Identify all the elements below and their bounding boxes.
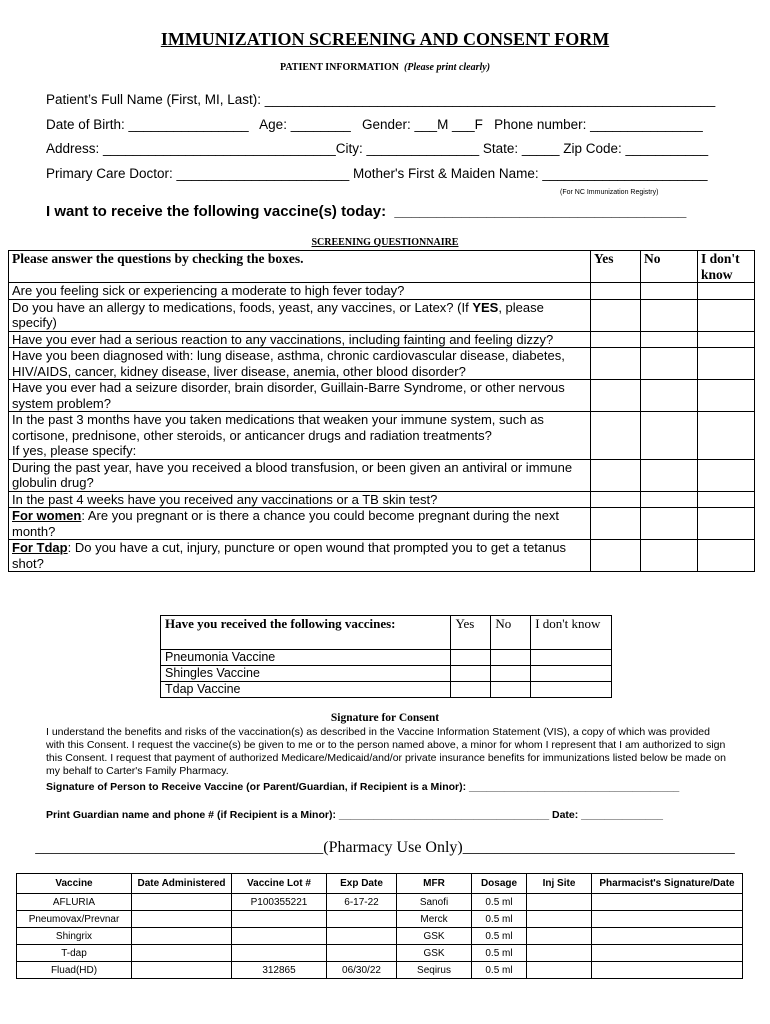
question-row xyxy=(9,331,755,348)
yes-checkbox[interactable] xyxy=(451,666,491,682)
pharm-cell: Pneumovax/Prevnar xyxy=(17,911,132,928)
pharm-cell[interactable] xyxy=(527,945,592,962)
received-vaccine-name: Tdap Vaccine xyxy=(161,682,451,698)
question-row xyxy=(9,299,755,331)
yes-checkbox[interactable] xyxy=(451,682,491,698)
received-col-yes: Yes xyxy=(451,616,491,650)
table-row xyxy=(17,911,743,928)
dont-know-checkbox[interactable] xyxy=(531,650,612,666)
question-text-part: , please specify) xyxy=(12,299,544,330)
pharm-cell xyxy=(327,945,397,962)
received-vaccine-name: Pneumonia Vaccine xyxy=(161,650,451,666)
question-text: Are you feeling sick or experiencing a moderate to high fever today? xyxy=(9,283,591,300)
pharm-cell: 0.5 ml xyxy=(472,911,527,928)
yes-checkbox[interactable] xyxy=(591,380,641,412)
dont-know-checkbox[interactable] xyxy=(698,299,755,331)
pharm-cell[interactable] xyxy=(592,911,743,928)
pharm-cell: GSK xyxy=(397,928,472,945)
dont-know-checkbox[interactable] xyxy=(531,682,612,698)
received-col-no: No xyxy=(491,616,531,650)
question-row xyxy=(9,540,755,572)
no-checkbox[interactable] xyxy=(641,412,698,460)
dont-know-checkbox[interactable] xyxy=(698,412,755,460)
pharm-col-inj-site: Inj Site xyxy=(527,874,592,894)
pharm-cell: Seqirus xyxy=(397,962,472,979)
question-row xyxy=(9,380,755,412)
pharmacy-use-heading: ____________________________________(Pharmacy Use Only)__________________________________ xyxy=(35,839,735,856)
question-text-part: Do you have an allergy to medications, foods, yeast, any vaccines, or Latex? (If xyxy=(12,299,473,315)
dont-know-checkbox[interactable] xyxy=(698,331,755,348)
col-dont-know: I don't know xyxy=(698,251,755,283)
pharm-cell xyxy=(232,911,327,928)
question-row xyxy=(9,412,755,460)
dont-know-checkbox[interactable] xyxy=(698,283,755,300)
question-text xyxy=(9,540,591,572)
pharm-cell: Fluad(HD) xyxy=(17,962,132,979)
consent-text: I understand the benefits and risks of the vaccination(s) as described in the Vaccine Information Statement (VIS), a copy of which was provided with this Consent. I request the vaccine(s) be given to me or to the person named above, a minor for whom I represent that I am authorized to sign this Consent. I request that payment of authorized Medicare/Medicaid/and/or private insurance benefits for immunizations listed below be made on my behalf to Carter's Family Pharmacy. xyxy=(46,726,726,777)
pharm-cell: 0.5 ml xyxy=(472,894,527,911)
yes-checkbox[interactable] xyxy=(591,491,641,508)
received-row xyxy=(161,666,612,682)
pharm-cell: P100355221 xyxy=(232,894,327,911)
question-text: In the past 4 weeks have you received any vaccinations or a TB skin test? xyxy=(9,491,591,508)
dont-know-checkbox[interactable] xyxy=(698,459,755,491)
received-row xyxy=(161,682,612,698)
pharmacy-table xyxy=(16,873,743,979)
question-lead: For women xyxy=(12,508,82,523)
table-row xyxy=(17,894,743,911)
question-text: Have you ever had a seizure disorder, brain disorder, Guillain-Barre Syndrome, or other nervous system problem? xyxy=(9,380,591,412)
question-text: Have you ever had a serious reaction to any vaccinations, including fainting and feeling dizzy? xyxy=(9,331,591,348)
no-checkbox[interactable] xyxy=(491,650,531,666)
question-row xyxy=(9,459,755,491)
yes-checkbox[interactable] xyxy=(591,459,641,491)
pharm-cell[interactable] xyxy=(132,928,232,945)
pharm-cell[interactable] xyxy=(592,894,743,911)
no-checkbox[interactable] xyxy=(641,491,698,508)
yes-checkbox[interactable] xyxy=(591,283,641,300)
signature-field[interactable]: Signature of Person to Receive Vaccine (or Parent/Guardian, if Recipient is a Minor): ____________________________________ xyxy=(46,781,680,793)
pharm-cell: Shingrix xyxy=(17,928,132,945)
screening-heading: SCREENING QUESTIONNAIRE xyxy=(311,237,459,248)
question-text-part: : Are you pregnant or is there a chance you could become pregnant during the next month? xyxy=(12,508,560,539)
print-clearly-note: (Please print clearly) xyxy=(403,62,491,73)
question-text xyxy=(9,508,591,540)
no-checkbox[interactable] xyxy=(641,299,698,331)
received-row xyxy=(161,650,612,666)
table-row xyxy=(17,962,743,979)
question-specify[interactable]: If yes, please specify: xyxy=(12,443,137,458)
pharm-cell: T-dap xyxy=(17,945,132,962)
yes-checkbox[interactable] xyxy=(451,650,491,666)
col-no: No xyxy=(641,251,698,283)
patient-name-field[interactable]: Patient’s Full Name (First, MI, Last): ____________________________________________________________ xyxy=(46,92,716,107)
doctor-mother-name-field[interactable]: Primary Care Doctor: _______________________ Mother's First & Maiden Name: ______________________ xyxy=(46,166,708,181)
pharm-cell[interactable] xyxy=(132,911,232,928)
pharm-cell: Merck xyxy=(397,911,472,928)
pharm-col-date: Date Administered xyxy=(132,874,232,894)
question-row xyxy=(9,348,755,380)
received-heading: Have you received the following vaccines: xyxy=(161,616,451,650)
dob-age-gender-phone-field[interactable]: Date of Birth: ________________ Age: ________ Gender: ___M ___F Phone number: _______________ xyxy=(46,117,703,132)
vaccine-today-field[interactable]: I want to receive the following vaccine(s) today: ___________________________________ xyxy=(46,203,687,220)
dont-know-checkbox[interactable] xyxy=(698,540,755,572)
no-checkbox[interactable] xyxy=(641,508,698,540)
pharm-col-lot: Vaccine Lot # xyxy=(232,874,327,894)
question-text xyxy=(9,412,591,460)
question-row xyxy=(9,508,755,540)
pharm-cell: 0.5 ml xyxy=(472,962,527,979)
pharm-cell: GSK xyxy=(397,945,472,962)
no-checkbox[interactable] xyxy=(491,666,531,682)
no-checkbox[interactable] xyxy=(641,283,698,300)
pharm-cell[interactable] xyxy=(527,962,592,979)
table-row xyxy=(17,945,743,962)
address-field[interactable]: Address: _______________________________City: _______________ State: _____ Zip Code: ___________ xyxy=(46,141,709,156)
pharm-cell: 06/30/22 xyxy=(327,962,397,979)
dont-know-checkbox[interactable] xyxy=(698,348,755,380)
guardian-name-phone-date-field[interactable]: Print Guardian name and phone # (if Recipient is a Minor): ____________________________________ Date: ______________ xyxy=(46,809,663,821)
screening-instruction: Please answer the questions by checking the boxes. xyxy=(9,251,591,283)
question-text: During the past year, have you received a blood transfusion, or been given an antiviral or immune globulin drug? xyxy=(9,459,591,491)
dont-know-checkbox[interactable] xyxy=(698,380,755,412)
yes-checkbox[interactable] xyxy=(591,508,641,540)
question-text-part: : Do you have a cut, injury, puncture or open wound that prompted you to get a tetanus shot? xyxy=(12,540,567,571)
question-text: Have you been diagnosed with: lung disease, asthma, chronic cardiovascular disease, diabetes, HIV/AIDS, cancer, kidney disease, liver disease, anemia, other blood disorder? xyxy=(9,348,591,380)
pharm-col-vaccine: Vaccine xyxy=(17,874,132,894)
table-row xyxy=(17,928,743,945)
yes-checkbox[interactable] xyxy=(591,348,641,380)
pharm-col-mfr: MFR xyxy=(397,874,472,894)
no-checkbox[interactable] xyxy=(641,540,698,572)
pharm-cell: Sanofi xyxy=(397,894,472,911)
question-text-part: In the past 3 months have you taken medications that weaken your immune system, such as cortisone, prednisone, other steroids, or anticancer drugs and radiation treatments? xyxy=(12,412,544,443)
pharm-cell xyxy=(232,928,327,945)
dont-know-checkbox[interactable] xyxy=(531,666,612,682)
yes-checkbox[interactable] xyxy=(591,540,641,572)
no-checkbox[interactable] xyxy=(641,459,698,491)
question-text xyxy=(9,299,591,331)
pharm-cell: 0.5 ml xyxy=(472,945,527,962)
pharm-cell xyxy=(327,928,397,945)
pharm-col-exp: Exp Date xyxy=(327,874,397,894)
question-row xyxy=(9,491,755,508)
pharm-cell[interactable] xyxy=(132,945,232,962)
no-checkbox[interactable] xyxy=(491,682,531,698)
consent-heading: Signature for Consent xyxy=(330,712,440,724)
dont-know-checkbox[interactable] xyxy=(698,491,755,508)
pharm-cell xyxy=(327,911,397,928)
question-emphasis: YES xyxy=(472,299,499,315)
pharm-cell[interactable] xyxy=(592,945,743,962)
no-checkbox[interactable] xyxy=(641,380,698,412)
no-checkbox[interactable] xyxy=(641,331,698,348)
received-vaccines-table xyxy=(160,615,612,698)
received-vaccine-name: Shingles Vaccine xyxy=(161,666,451,682)
yes-checkbox[interactable] xyxy=(591,412,641,460)
question-row xyxy=(9,283,755,300)
pharm-cell: 0.5 ml xyxy=(472,928,527,945)
dont-know-checkbox[interactable] xyxy=(698,508,755,540)
pharm-cell[interactable] xyxy=(592,962,743,979)
yes-checkbox[interactable] xyxy=(591,331,641,348)
pharm-cell[interactable] xyxy=(132,894,232,911)
pharm-cell: 6-17-22 xyxy=(327,894,397,911)
pharm-cell[interactable] xyxy=(527,894,592,911)
received-col-dont-know: I don't know xyxy=(531,616,612,650)
pharm-col-dosage: Dosage xyxy=(472,874,527,894)
pharm-cell[interactable] xyxy=(527,928,592,945)
pharm-cell xyxy=(232,945,327,962)
pharm-cell: 312865 xyxy=(232,962,327,979)
patient-info-heading xyxy=(0,62,770,73)
screening-table xyxy=(8,250,755,572)
pharm-cell: AFLURIA xyxy=(17,894,132,911)
pharm-col-signature: Pharmacist's Signature/Date xyxy=(592,874,743,894)
col-yes: Yes xyxy=(591,251,641,283)
no-checkbox[interactable] xyxy=(641,348,698,380)
pharm-cell[interactable] xyxy=(527,911,592,928)
question-lead: For Tdap xyxy=(12,540,68,555)
pharm-cell[interactable] xyxy=(592,928,743,945)
form-title: IMMUNIZATION SCREENING AND CONSENT FORM xyxy=(160,29,610,49)
patient-info-label: PATIENT INFORMATION xyxy=(279,62,399,73)
pharm-cell[interactable] xyxy=(132,962,232,979)
yes-checkbox[interactable] xyxy=(591,299,641,331)
registry-note: (For NC Immunization Registry) xyxy=(560,189,659,196)
